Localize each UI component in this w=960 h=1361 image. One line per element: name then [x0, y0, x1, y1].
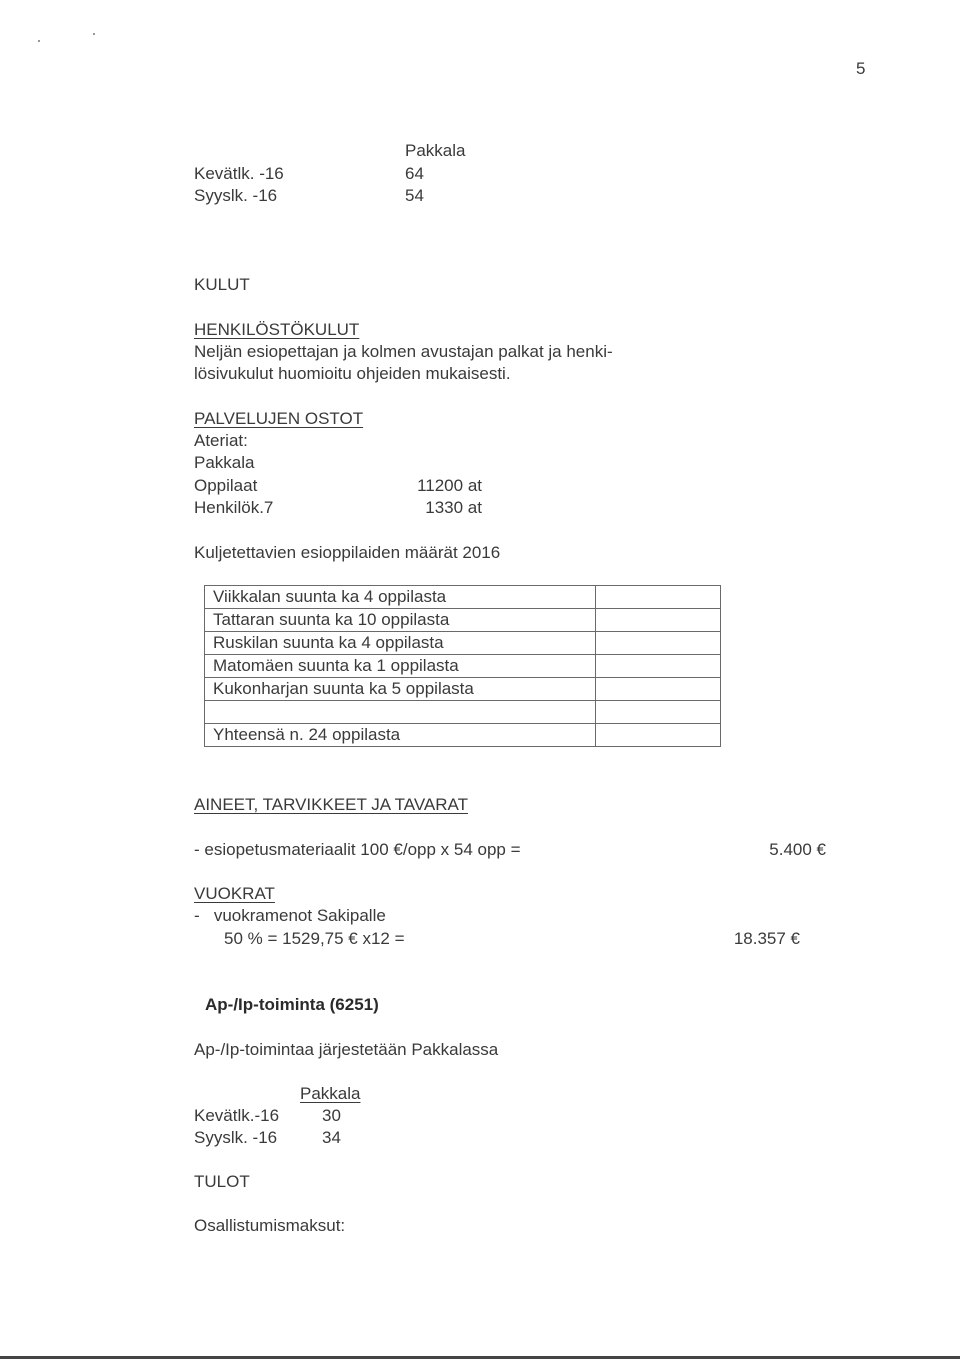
- table-row: [205, 678, 721, 701]
- materials-amount: 5.400 €: [769, 840, 826, 859]
- services-place: Pakkala: [194, 453, 255, 472]
- table-cell-empty: [596, 701, 721, 724]
- table-cell-empty: [596, 609, 721, 632]
- meals-row-value: 1330 at: [425, 498, 482, 517]
- rent-line: - vuokramenot Sakipalle: [194, 906, 386, 925]
- ap-heading: Ap-/Ip-toiminta (6251): [205, 995, 379, 1014]
- scan-speck: [93, 33, 95, 35]
- table-row: [205, 609, 721, 632]
- ap-enrollment-label: Syyslk. -16: [194, 1128, 278, 1147]
- meals-row-label: Oppilaat: [194, 476, 258, 495]
- table-cell: Ruskilan suunta ka 4 oppilasta: [205, 632, 596, 655]
- scan-edge-line: [0, 1356, 960, 1359]
- table-cell: Kukonharjan suunta ka 5 oppilasta: [205, 678, 596, 701]
- page-number: 5: [856, 59, 866, 78]
- materials-line: - esiopetusmateriaalit 100 €/opp x 54 opp =: [194, 840, 521, 859]
- meals-row-label: Henkilök.7: [194, 498, 274, 517]
- transport-table: [204, 585, 721, 747]
- table-cell: Yhteensä n. 24 oppilasta: [205, 724, 596, 747]
- table-row: [205, 632, 721, 655]
- tulot-heading: TULOT: [194, 1172, 250, 1191]
- transport-title: Kuljetettavien esioppilaiden määrät 2016: [194, 543, 501, 562]
- table-cell: Viikkalan suunta ka 4 oppilasta: [205, 586, 596, 609]
- table-cell: [205, 701, 596, 724]
- table-cell: Tattaran suunta ka 10 oppilasta: [205, 609, 596, 632]
- enrollment-label: Syyslk. -16: [194, 186, 278, 205]
- rent-line: 50 % = 1529,75 € x12 =: [224, 929, 405, 948]
- table-cell-empty: [596, 655, 721, 678]
- table-cell-empty: [596, 724, 721, 747]
- table-row: [205, 655, 721, 678]
- table-cell-empty: [596, 586, 721, 609]
- personnel-heading: HENKILÖSTÖKULUT: [194, 320, 360, 339]
- fees-label: Osallistumismaksut:: [194, 1216, 346, 1235]
- enrollment-value: 64: [405, 164, 424, 183]
- table-row: [205, 701, 721, 724]
- personnel-text-line: lösivukulut huomioitu ohjeiden mukaisesti.: [194, 364, 511, 383]
- enrollment-header: Pakkala: [405, 141, 466, 160]
- table-cell: Matomäen suunta ka 1 oppilasta: [205, 655, 596, 678]
- enrollment-label: Kevätlk. -16: [194, 164, 284, 183]
- enrollment-value: 54: [405, 186, 424, 205]
- services-heading: PALVELUJEN OSTOT: [194, 409, 364, 428]
- ap-enrollment-value: 34: [322, 1128, 341, 1147]
- rent-heading: VUOKRAT: [194, 884, 275, 903]
- ap-enrollment-label: Kevätlk.-16: [194, 1106, 280, 1125]
- kulut-heading: KULUT: [194, 275, 250, 294]
- ap-description: Ap-/Ip-toimintaa järjestetään Pakkalassa: [194, 1040, 499, 1059]
- meals-label: Ateriat:: [194, 431, 248, 450]
- materials-heading: AINEET, TARVIKKEET JA TAVARAT: [194, 795, 468, 814]
- ap-enrollment-header: Pakkala: [300, 1084, 361, 1103]
- scan-speck: [38, 40, 40, 42]
- table-cell-empty: [596, 632, 721, 655]
- meals-row-value: 11200 at: [417, 476, 482, 495]
- rent-amount: 18.357 €: [733, 929, 800, 948]
- table-cell-empty: [596, 678, 721, 701]
- ap-enrollment-value: 30: [322, 1106, 341, 1125]
- table-row-total: [205, 724, 721, 747]
- table-row: [205, 586, 721, 609]
- personnel-text-line: Neljän esiopettajan ja kolmen avustajan palkat ja henki-: [194, 342, 613, 361]
